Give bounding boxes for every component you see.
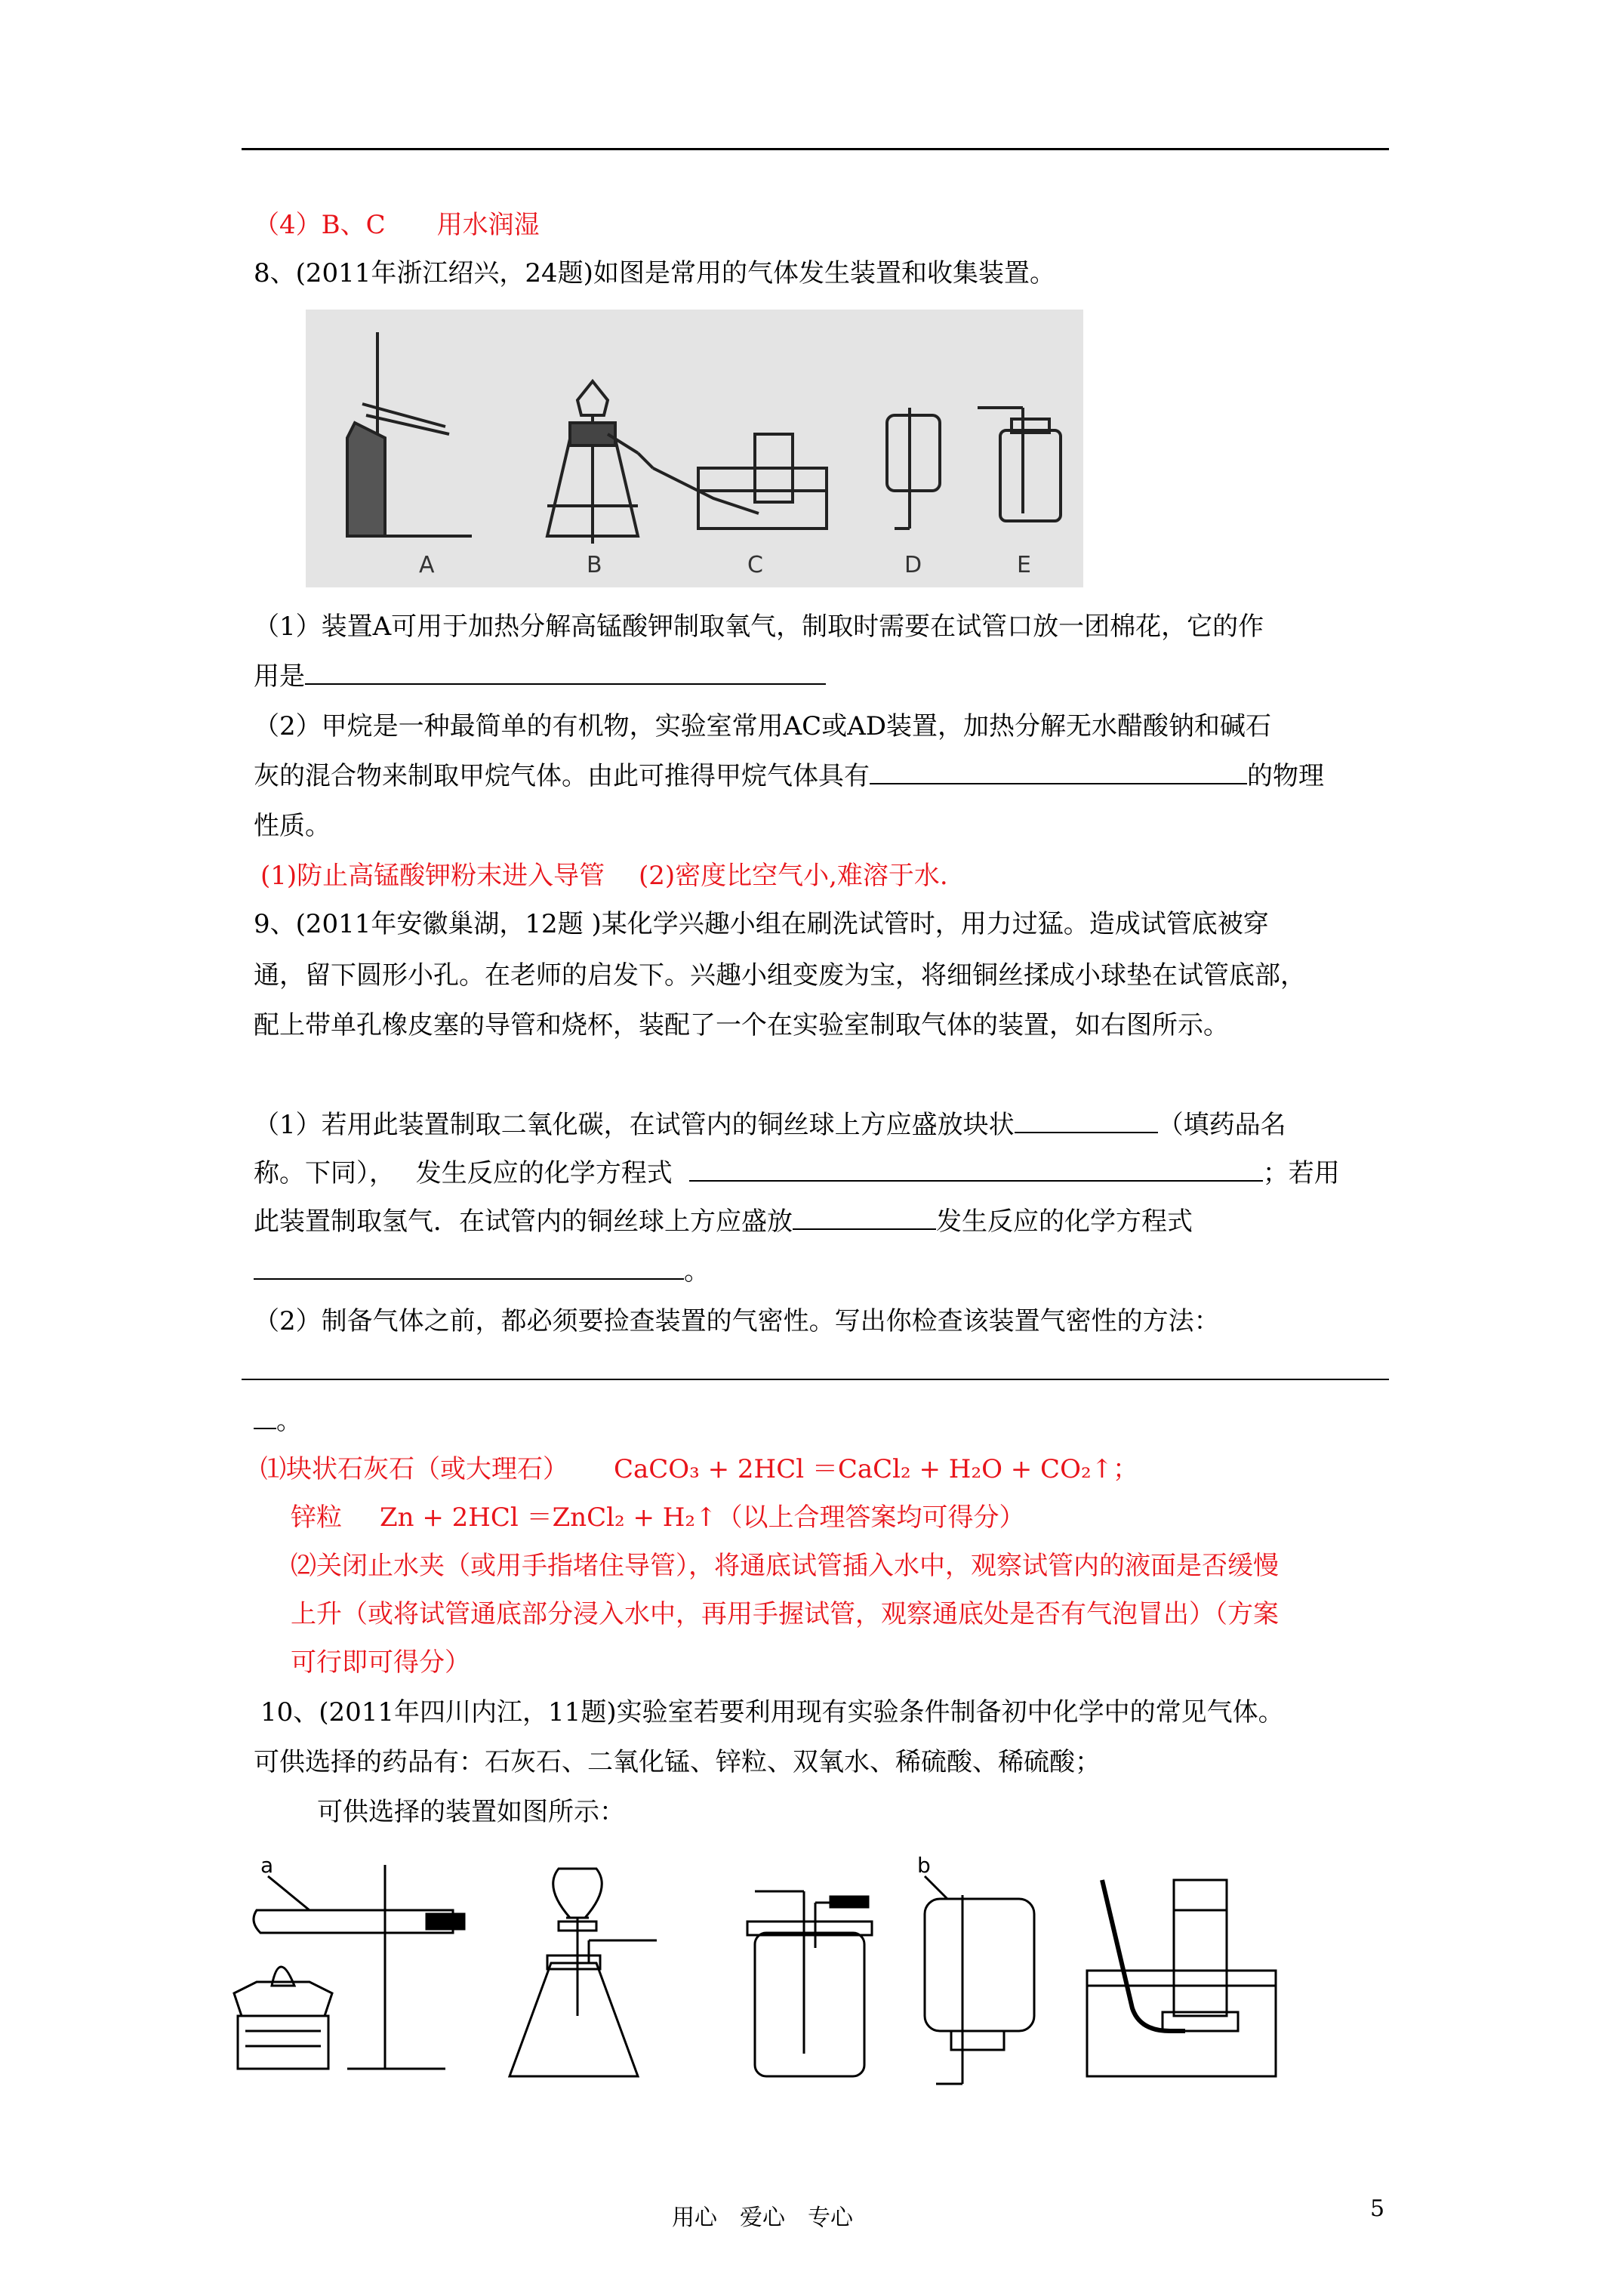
q8-answer-blank-1[interactable] (305, 662, 826, 685)
q8-label-c: C (747, 552, 763, 578)
q10-line3: 可供选择的装置如图所示： (317, 1797, 625, 1827)
q9-answer-blank-1[interactable] (1015, 1111, 1158, 1133)
q9-sub1-line4-end: 。 (684, 1256, 710, 1287)
q8-sub1-line1: （1）装置A可用于加热分解高锰酸钾制取氧气，制取时需要在试管口放一团棉花，它的作 (254, 612, 1264, 642)
q9-answer-line5: 可行即可得分） (291, 1647, 470, 1678)
previous-answer: （4）B、C 用水润湿 (254, 210, 540, 240)
header-rule (242, 148, 1389, 150)
q10-line2: 可供选择的药品有：石灰石、二氧化锰、锌粒、双氧水、稀硫酸、稀硫酸； (254, 1747, 1101, 1777)
q9-sub1-line1 (254, 1110, 1286, 1140)
footer-motto: 用心 爱心 专心 (672, 2205, 853, 2231)
q9-sub1-line1-end: （填药品名 (1157, 1110, 1286, 1140)
q9-answer-blank-2[interactable] (689, 1159, 1263, 1182)
q9-sub2-line1: （2）制备气体之前，都必须要捡查装置的气密性。写出你检查该装置气密性的方法： (254, 1306, 1220, 1336)
q9-sub2-line3 (254, 1406, 302, 1436)
page-number: 5 (1370, 2196, 1385, 2222)
q8-label-a: A (419, 552, 435, 578)
q8-apparatus-figure (306, 310, 1083, 587)
q8-sub2-line3: 性质。 (254, 811, 331, 841)
q8-sub2-line2 (254, 761, 1324, 791)
q9-answer-line1-a: ⑴块状石灰石（或大理石） (260, 1454, 568, 1484)
q9-answer-line2-a: 锌粒 (291, 1502, 342, 1533)
q8-label-e: E (1017, 552, 1031, 578)
q10-apparatus-figure (226, 1850, 1397, 2091)
q8-label-d: D (904, 552, 922, 578)
q8-title: 8、(2011年浙江绍兴，24题)如图是常用的气体发生装置和收集装置。 (254, 258, 1055, 288)
q9-sub1-line3-end: 发生反应的化学方程式 (936, 1207, 1193, 1237)
q8-answer-blank-2[interactable] (870, 762, 1247, 784)
q10-label-a: a (260, 1853, 274, 1878)
q9-answer-blank-6[interactable] (254, 1407, 276, 1429)
q9-sub1-line3-text: 此装置制取氢气．在试管内的铜丝球上方应盛放 (254, 1207, 793, 1237)
q9-line3: 配上带单孔橡皮塞的导管和烧杯，装配了一个在实验室制取气体的装置，如右图所示。 (254, 1010, 1229, 1040)
q9-sub2-end: 。 (276, 1406, 302, 1436)
q8-label-b: B (587, 552, 602, 578)
q10-label-b: b (917, 1853, 931, 1878)
q8-sub2-line2-end: 的物理 (1247, 761, 1324, 791)
q9-answer-line1-b: CaCO₃ + 2HCl ＝CaCl₂ + H₂O + CO₂↑； (614, 1454, 1139, 1484)
q9-answer-line2-b: Zn + 2HCl ＝ZnCl₂ + H₂↑（以上合理答案均可得分） (380, 1502, 1025, 1533)
q9-answer-blank-3[interactable] (793, 1207, 936, 1230)
q8-sub2-line1: （2）甲烷是一种最简单的有机物，实验室常用AC或AD装置，加热分解无水醋酸钠和碱石 (254, 711, 1272, 741)
q9-answer-blank-4[interactable] (254, 1257, 684, 1280)
q9-answer-blank-5[interactable] (242, 1379, 1389, 1380)
q9-answer-line1 (260, 1454, 1138, 1484)
q9-line2: 通，留下圆形小孔。在老师的启发下。兴趣小组变废为宝，将细铜丝揉成小球垫在试管底部， (254, 960, 1306, 991)
q9-sub1-line2-text: 称。下同）， 发生反应的化学方程式 (254, 1158, 673, 1188)
q9-sub1-line2-end: ；若用 (1262, 1158, 1340, 1188)
q9-answer-line3: ⑵关闭止水夹（或用手指堵住导管），将通底试管插入水中，观察试管内的液面是否缓慢 (291, 1551, 1279, 1581)
q9-sub1-line2 (254, 1158, 1340, 1188)
q8-answer: (1)防止高锰酸钾粉末进入导管 (2)密度比空气小,难溶于水. (260, 861, 948, 891)
q8-sub2-line2-text: 灰的混合物来制取甲烷气体。由此可推得甲烷气体具有 (254, 761, 870, 791)
q9-line1: 9、(2011年安徽巢湖，12题 )某化学兴趣小组在刷洗试管时，用力过猛。造成试管底被穿 (254, 909, 1269, 939)
q8-sub1-line2-text: 用是 (254, 661, 305, 692)
q9-answer-line2 (291, 1502, 1025, 1533)
q10-apparatus-drawing (226, 1850, 1397, 2091)
q9-sub1-line3 (254, 1207, 1193, 1237)
q10-line1: 10、(2011年四川内江，11题)实验室若要利用现有实验条件制备初中化学中的常见气体。 (260, 1697, 1284, 1727)
q9-sub1-line4 (254, 1256, 710, 1287)
q8-apparatus-drawing (306, 310, 1083, 587)
q9-answer-line4: 上升（或将试管通底部分浸入水中，再用手握试管，观察通底处是否有气泡冒出）（方案 (291, 1599, 1279, 1629)
q8-sub1-line2 (254, 661, 826, 692)
q9-sub1-line1-text: （1）若用此装置制取二氧化碳，在试管内的铜丝球上方应盛放块状 (254, 1110, 1015, 1140)
